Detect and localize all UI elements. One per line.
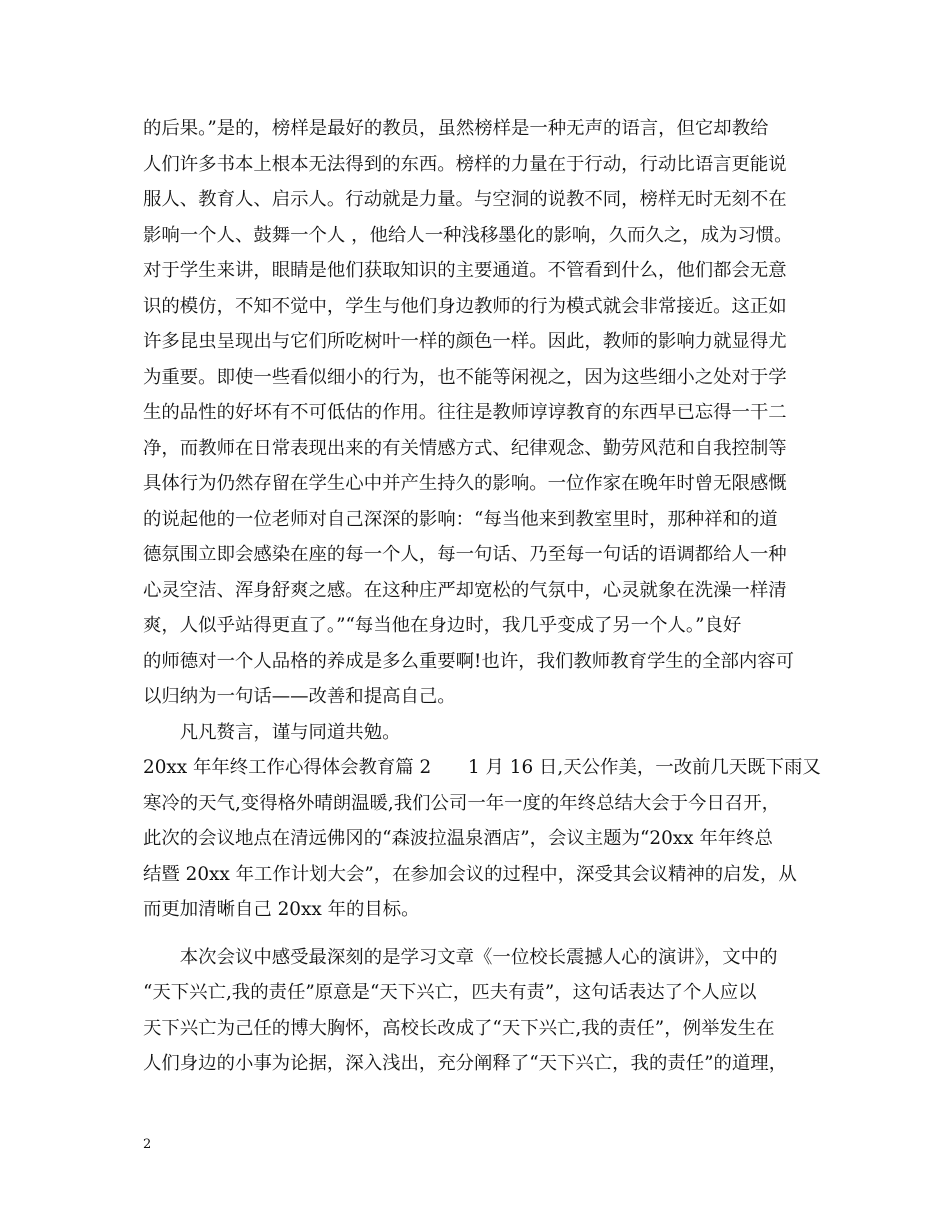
text-line: “天下兴亡,我的责任”原意是“天下兴亡，匹夫有责”，这句话表达了个人应以 xyxy=(143,982,757,1003)
text-line: 以归纳为一句话——改善和提高自己。 xyxy=(143,686,456,707)
paragraph-gap xyxy=(143,928,823,940)
text-line: 对于学生来讲，眼睛是他们获取知识的主要通道。不管看到什么，他们都会无意 xyxy=(143,260,787,281)
text-line: 结暨 20xx 年工作计划大会”，在参加会议的过程中，深受其会议精神的启发，从 xyxy=(143,863,797,885)
text-line: 此次的会议地点在清远佛冈的“森波拉温泉酒店”，会议主题为“20xx 年年终总 xyxy=(143,828,773,849)
text-line: 寒冷的天气,变得格外晴朗温暖,我们公司一年一度的年终总结大会于今日召开， xyxy=(143,792,780,814)
text-line: 本次会议中感受最深刻的是学习文章《一位校长震撼人心的演讲》，文中的 xyxy=(143,946,778,968)
text-line: 影响一个人、鼓舞一个人 ，他给人一种浅移墨化的影响，久而久之，成为习惯。 xyxy=(143,224,793,246)
text-line: 许多昆虫呈现出与它们所吃树叶一样的颜色一样。因此，教师的影响力就显得尤 xyxy=(143,331,787,352)
text-line: 而更加清晰自己 20xx 年的目标。 xyxy=(143,899,420,920)
text-line: 具体行为仍然存留在学生心中并产生持久的影响。一位作家在晚年时曾无限感慨 xyxy=(143,473,787,494)
text-line: 天下兴亡为己任的博大胸怀，高校长改成了“天下兴亡,我的责任”，例举发生在 xyxy=(143,1017,775,1039)
text-line: 生的品性的好坏有不可低估的作用。往往是教师谆谆教育的东西早已忘得一干二 xyxy=(143,402,787,423)
text-line: 识的模仿，不知不觉中，学生与他们身边教师的行为模式就会非常接近。这正如 xyxy=(143,295,787,317)
text-line: 爽，人似乎站得更直了。”“每当他在身边时，我几乎变成了另一个人。”良好 xyxy=(143,615,742,636)
text-line: 人们许多书本上根本无法得到的东西。榜样的力量在于行动，行动比语言更能说 xyxy=(143,153,787,175)
text-line: 德氛围立即会感染在座的每一个人，每一句话、乃至每一句话的语调都给人一种 xyxy=(143,544,787,565)
text-line: 人们身边的小事为论据，深入浅出，充分阐释了“天下兴亡，我的责任”的道理， xyxy=(143,1053,788,1074)
closing-line: 凡凡赘言，谨与同道共勉。 xyxy=(143,721,401,743)
body-text xyxy=(143,111,823,1082)
text-line: 心灵空洁、浑身舒爽之感。在这种庄严却宽松的气氛中，心灵就象在洗澡一样清 xyxy=(143,579,787,601)
section-heading-line: 20xx 年年终工作心得体会教育篇 2 1 月 16 日,天公作美，一改前几天既下雨又 xyxy=(143,757,821,778)
text-line: 的师德对一个人品格的养成是多么重要啊!也许，我们教师教育学生的全部内容可 xyxy=(143,650,795,672)
text-line: 的说起他的一位老师对自己深深的影响：“每当他来到教室里时，那种祥和的道 xyxy=(143,508,778,530)
page-number: 2 xyxy=(143,1137,152,1152)
text-line: 为重要。即使一些看似细小的行为，也不能等闲视之，因为这些细小之处对于学 xyxy=(143,366,787,388)
text-line: 净，而教师在日常表现出来的有关情感方式、纪律观念、勤劳风范和自我控制等 xyxy=(143,437,787,459)
text-line: 服人、教育人、启示人。行动就是力量。与空洞的说教不同，榜样无时无刻不在 xyxy=(143,189,787,210)
text-line: 的后果。”是的，榜样是最好的教员，虽然榜样是一种无声的语言，但它却教给 xyxy=(143,118,769,139)
